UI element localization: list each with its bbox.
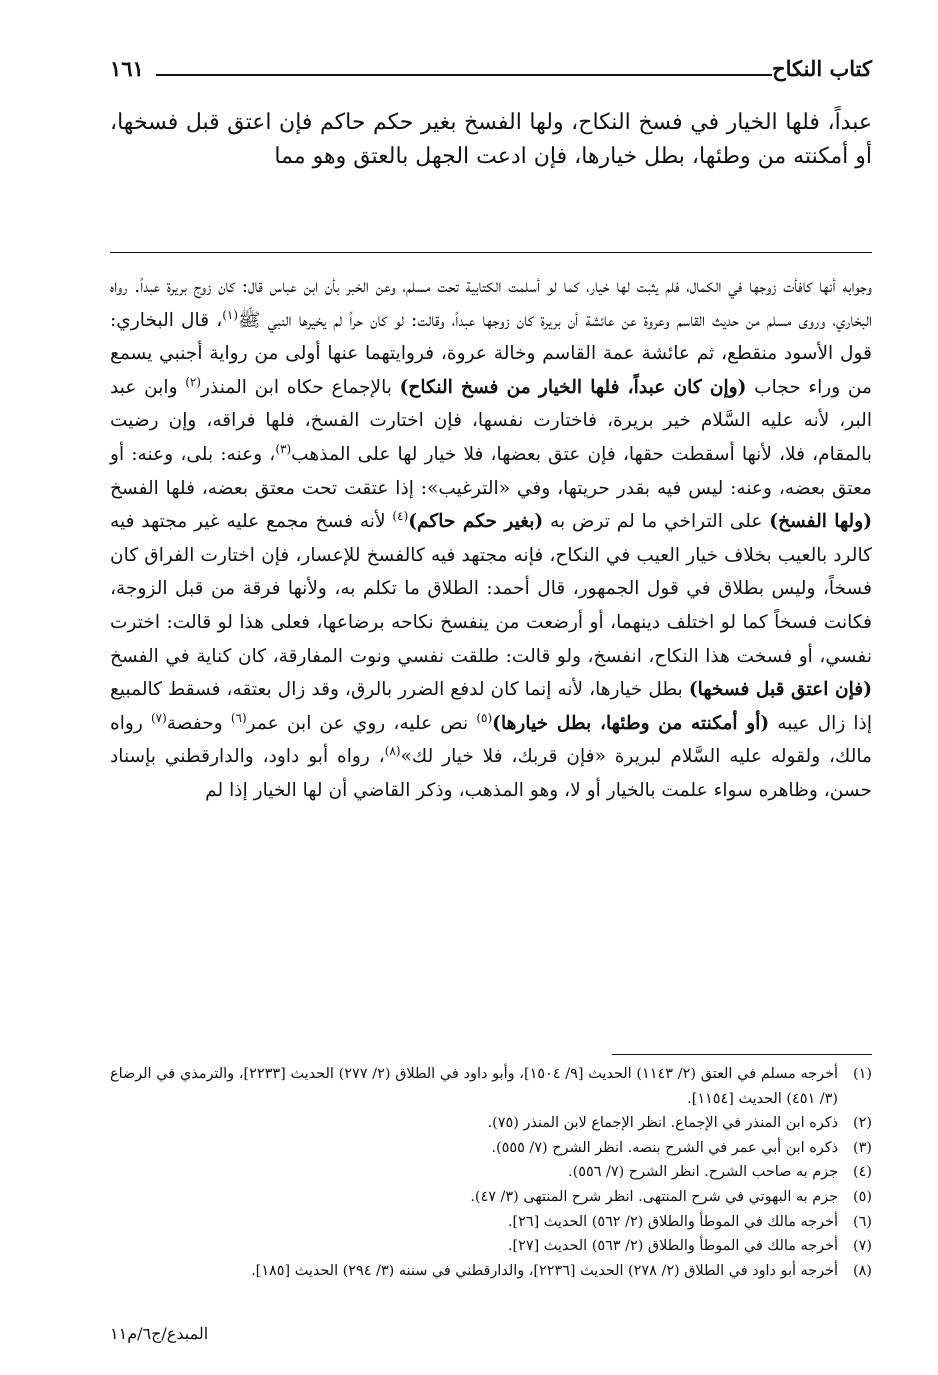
signature-mark: المبدع/ج٦/م١١ [110,1324,209,1343]
footnote-number: (٥) [853,1188,872,1205]
footnote-ref: (١) [222,307,239,322]
footnote-text: جزم به البهوتي في شرح المنتهى. انظر شرح المنتهى (٣/ ٤٧). [470,1188,838,1205]
sharh-segment: ، رواه أبو داود، والدارقطني بإسناد حسن، وظاهره سواء علمت بالخيار أو لا، وهو المذهب، وذكر القاضي أن لها الخيار إذا لم [110,746,872,801]
footnote-number: (١) [853,1066,872,1082]
chapter-title: كتاب النكاح [772,55,872,81]
footnote [110,1185,872,1210]
sharh-segment: وجوابه أنها كافأت زوجها في الكمال، فلم يثبت لها خيار، كما لو أسلمت الكتابية تحت مسلم، وعن الخبر بأن ابن عباس قال: كان زوج بريرة عبداً. رواه البخاري، وروى مسلم من حديث القاسم وعروة عن عائشة أن بريرة كان زوجها عبداً، وقالت: لو كان حراً لم يخيرها النبي ﷺ [110,276,872,331]
sharh-segment: وابن عبد البر، لأنه عليه السَّلام خير بريرة، فاختارت نفسها، فإن اختارت الفسخ، فلها فراقه، وإن رضيت بالمقام، فلا، لأنها أسقطت حقها، فإن عتق بعضها، فلا خيار لها على المذهب [110,376,872,465]
book-page [110,48,872,1368]
footnote [110,1111,872,1136]
footnote [110,1234,872,1259]
quoted-matn: (بغير حكم حاكم) [408,511,544,533]
footnote [110,1259,872,1284]
footnote-ref: (٨) [384,744,401,759]
footnote [110,1160,872,1185]
footnote-ref: (٥) [476,710,493,725]
sharh-segment: بطل خيارها، لأنه إنما كان لدفع الضرر بالرق، وقد زال بعتقه، فسقط كالمبيع إذا زال عيبه [110,679,872,734]
footnote-ref: (٦) [230,710,247,725]
footnote-ref: (٤) [392,508,409,523]
running-head [110,48,872,88]
footnote-text: أخرجه مالك في الموطأ والطلاق (٢/ ٥٦٢) الحديث [٢٦]. [507,1213,838,1230]
footnote-text: ذكره ابن المنذر في الإجماع. انظر الإجماع لابن المنذر (٧٥). [487,1115,838,1132]
quoted-matn: (ولها الفسخ) [769,511,872,533]
sharh-segment: وحفصة [166,712,231,734]
footnote-ref: (٣) [275,441,292,456]
footnote-text: أخرجه مسلم في العتق (٢/ ١١٤٣) الحديث [٩/ ١٥٠٤]، وأبو داود في الطلاق (٢/ ٢٧٧) الحديث [٢٢٣٣]، والترمذي في الرضاع (٣/ ٤٥١) الحديث [١١٥٤]. [110,1066,838,1107]
footnote-number: (٢) [853,1115,872,1132]
footnote [110,1136,872,1161]
footnote-number: (٨) [853,1262,872,1279]
footnote-number: (٦) [853,1213,872,1230]
page-number: ١٦١ [110,55,144,81]
sharh-segment: بالإجماع حكاه ابن المنذر [201,376,400,398]
footnote-text: ذكره ابن أبي عمر في الشرح بنصه. انظر الشرح (٧/ ٥٥٥). [491,1139,838,1156]
sharh-segment: نص عليه، روي عن ابن عمر [246,712,477,734]
footnote [110,1210,872,1235]
sharh-segment: رواه مالك، ولقوله عليه السَّلام لبريرة «فإن قربك، فلا خيار لك» [110,712,872,768]
footnote-number: (٣) [853,1139,872,1156]
footnote-ref: (٢) [185,374,202,389]
quoted-matn: (أو أمكنته من وطئها، بطل خيارها) [492,712,770,734]
footnote-separator [612,1054,872,1055]
footnote-ref: (٧) [150,710,167,725]
footnote-text: أخرجه مالك في الموطأ والطلاق (٢/ ٥٦٣) الحديث [٢٧]. [507,1238,838,1255]
sharh-segment: على التراخي ما لم ترض به [543,511,770,533]
footnote-number: (٤) [853,1164,872,1181]
header-rule [156,74,772,76]
quoted-matn: (فإن اعتق قبل فسخها) [688,679,872,701]
footnote-text: أخرجه أبو داود في الطلاق (٢/ ٢٧٨) الحديث [٢٢٣٦]، والدارقطني في سننه (٣/ ٢٩٤) الحديث [١٨٥]. [251,1262,838,1279]
footnote-number: (٧) [853,1238,872,1255]
sharh-segment: ، قال البخاري: قول الأسود منقطع، ثم عائشة عمة القاسم وخالة عروة، فروايتهما عنها أولى من رواية أجنبي يسمع من وراء حجاب [110,309,872,398]
sharh-segment: ، وعنه: بلى، وعنه: أو معتق بعضه، وعنه: ليس فيه بقدر حريتها، وفي «الترغيب»: إذا عتقت تحت معتق بعضه، فلها الفسخ [110,443,872,499]
quoted-matn: (وإن كان عبداً، فلها الخيار من فسخ النكاح) [399,376,747,398]
matn-text: عبداً، فلها الخيار في فسخ النكاح، ولها الفسخ بغير حكم حاكم فإن اعتق قبل فسخها، أو أمكنته من وطئها، بطل خيارها، فإن ادعت الجهل بالعتق وهو مما [110,110,872,169]
sharh-segment: لأنه فسخ مجمع عليه غير مجتهد فيه كالرد بالعيب بخلاف خيار العيب في النكاح، فإنه مجتهد فيه كالفسخ للإعسار، فإن اختارت الفراق كان فسخاً، وليس بطلاق في قول الجمهور، قال أحمد: الطلاق ما تكلم به، ولأنها فرقة من قبل الزوجة، فكانت فسخاً كما لو اختلف دينهما، أو أرضعت من ينفسخ نكاحه برضاعها، فعلى هذا لو قالت: اخترت نفسي، أو فسخت هذا النكاح، انفسخ، ولو قالت: طلقت نفسي ونوت المفارقة، كان كناية في الفسخ [110,511,872,667]
footnotes [110,1062,872,1283]
sharh-text [110,270,872,808]
matn-separator [110,252,872,253]
footnote-text: جزم به صاحب الشرح. انظر الشرح (٧/ ٥٥٦). [568,1164,838,1181]
footnote [110,1062,872,1111]
